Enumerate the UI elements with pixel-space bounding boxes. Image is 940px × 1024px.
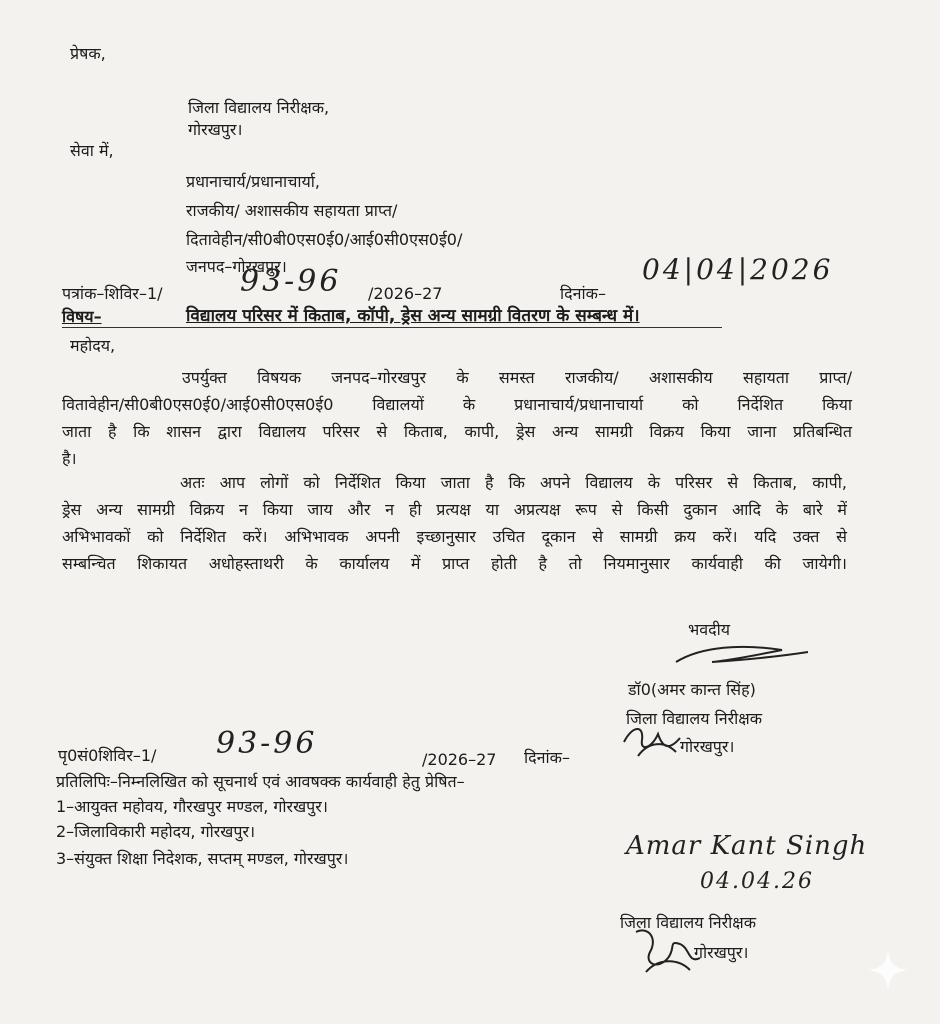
paragraph-2-line: सम्बन्चित शिकायत अधोहस्ताथरी के कार्यालय में प्राप्त होती है तो नियमानुसार कार्यवाही की जायेगी।	[62, 554, 847, 573]
paragraph-2-line: अभिभावकों को निर्देशित करें। अभिभावक अपनी इच्छानुसार उचित दूकान से सामग्री क्रय करें। यदि उक्त से	[62, 527, 847, 546]
paragraph-1	[62, 364, 852, 472]
closing-bhavdiya: भवदीय	[688, 620, 731, 639]
paragraph-2-line: अतः आप लोगों को निर्देशित किया जाता है कि अपने विद्यालय के परिसर से किताब, कापी,	[180, 473, 847, 492]
reference-year: /2026–27	[368, 284, 443, 303]
copy-to-heading: प्रतिलिपिः–निम्नलिखित को सूचनार्थ एवं आवषक्क कार्यवाही हेतु प्रेषित–	[56, 772, 465, 791]
second-signatory-place: गोरखपुर।	[694, 943, 749, 962]
copy-to-item: 1–आयुक्त महोवय, गौरखपुर मण्डल, गोरखपुर।	[56, 797, 328, 816]
recipient-label: सेवा में,	[70, 141, 114, 160]
copy-reference-prefix: पृ0सं0शिविर–1/	[58, 746, 157, 765]
paragraph-1-line: वितावेहीन/सी0बी0एस0ई0/आई0सी0एस0ई0 विद्यालयों के प्रधानाचार्य/प्रधानाचार्या को निर्देशित किया	[62, 395, 852, 414]
sender-place: गोरखपुर।	[188, 120, 243, 139]
sparkle-icon	[866, 948, 910, 992]
paragraph-2-line: ड्रेस अन्य सामग्री विक्रय न किया जाय और न ही प्रत्यक्ष या अप्रत्यक्ष रूप से किसी दुकान आदि के बारे में	[62, 500, 847, 519]
paragraph-1-line: उपर्युक्त विषयक जनपद–गोरखपुर के समस्त राजकीय/ अशासकीय सहायता प्राप्त/	[182, 368, 852, 387]
subject-label: विषय–	[62, 307, 102, 326]
copy-reference-year: /2026–27	[422, 750, 497, 769]
recipient-line-3: दितावेहीन/सी0बी0एस0ई0/आई0सी0एस0ई0/	[186, 230, 463, 249]
initials-scribble-1	[618, 712, 688, 762]
copy-to-item: 2–जिलाविकारी महोदय, गोरखपुर।	[56, 822, 256, 841]
recipient-line-1: प्रधानाचार्य/प्रधानाचार्या,	[186, 172, 321, 191]
subject-underline	[62, 327, 722, 328]
handwritten-signature-date: 04.04.26	[700, 869, 814, 894]
subject-text: विद्यालय परिसर में किताब, कॉपी, ड्रेस अन्य सामग्री वितरण के सम्बन्ध में।	[186, 306, 640, 326]
recipient-line-2: राजकीय/ अशासकीय सहायता प्राप्त/	[186, 201, 398, 220]
reference-number: 93-96	[240, 264, 342, 299]
signatory-place: गोरखपुर।	[680, 737, 735, 756]
second-signatory-designation: जिला विद्यालय निरीक्षक	[620, 913, 757, 932]
reference-date: 04|04|2026	[642, 253, 834, 286]
sender-label: प्रेषक,	[70, 44, 106, 63]
salutation: महोदय,	[70, 336, 116, 355]
sender-designation: जिला विद्यालय निरीक्षक,	[188, 98, 330, 117]
reference-date-label: दिनांक–	[560, 284, 606, 303]
copy-reference-date-label: दिनांक–	[524, 748, 570, 767]
handwritten-signature-name: Amar Kant Singh	[626, 831, 868, 861]
reference-prefix: पत्रांक–शिविर–1/	[62, 284, 163, 303]
signatory-name: डॉ0(अमर कान्त सिंह)	[628, 680, 756, 699]
copy-reference-number: 93-96	[216, 726, 318, 761]
signatory-designation: जिला विद्यालय निरीक्षक	[626, 709, 763, 728]
signature-scribble-1	[672, 640, 812, 670]
paragraph-1-line: है।	[62, 449, 77, 468]
paragraph-2	[62, 469, 847, 577]
paragraph-1-line: जाता है कि शासन द्वारा विद्यालय परिसर से किताब, कापी, ड्रेस अन्य सामग्री विक्रय किया जाना प्रतिबन्धित	[62, 422, 852, 441]
recipient-line-4: जनपद–गोरखपुर।	[186, 257, 287, 276]
copy-to-item: 3–संयुक्त शिक्षा निदेशक, सप्तम् मण्डल, गोरखपुर।	[56, 849, 349, 868]
